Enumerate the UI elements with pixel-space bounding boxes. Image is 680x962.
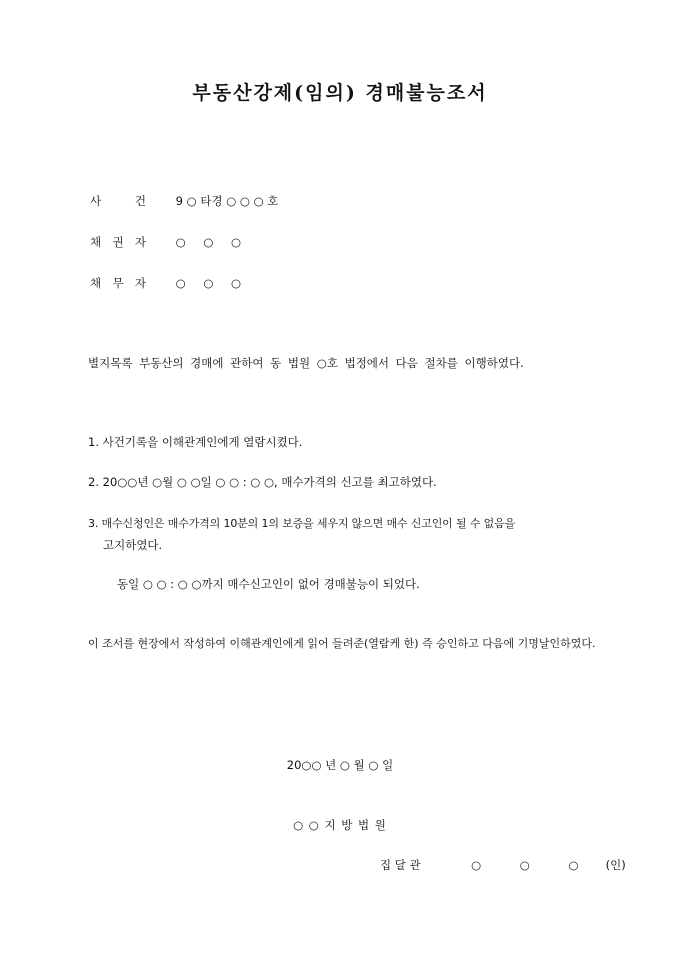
signature-name-char-2: ○ bbox=[519, 858, 530, 872]
procedure-item-2: 2. 20○○년 ○월 ○ ○일 ○ ○ : ○ ○, 매수가격의 신고를 최고하였다. bbox=[88, 475, 437, 489]
debtor-row bbox=[90, 275, 241, 291]
signature-name-char-1: ○ bbox=[471, 858, 482, 872]
case-row bbox=[90, 193, 278, 209]
case-label: 사 건 bbox=[90, 194, 146, 208]
debtor-name: ○ ○ ○ bbox=[175, 276, 242, 290]
debtor-label: 채 무 자 bbox=[90, 276, 146, 290]
signature-name-char-3: ○ bbox=[568, 858, 579, 872]
procedure-item-1: 1. 사건기록을 이해관계인에게 열람시켰다. bbox=[88, 435, 303, 449]
closing-paragraph: 이 조서를 현장에서 작성하여 이해관계인에게 읽어 들려준(열람케 한) 즉 승인하고 다음에 기명날인하였다. bbox=[88, 637, 596, 650]
creditor-name: ○ ○ ○ bbox=[175, 235, 242, 249]
result-paragraph: 동일 ○ ○ : ○ ○까지 매수신고인이 없어 경매불능이 되었다. bbox=[117, 577, 420, 591]
creditor-label: 채 권 자 bbox=[90, 235, 146, 249]
court-name: ○ ○ 지 방 법 원 bbox=[293, 818, 387, 832]
creditor-row bbox=[90, 234, 241, 250]
intro-paragraph: 별지목록 부동산의 경매에 관하여 동 법원 ○호 법정에서 다음 절차를 이행하였다. bbox=[88, 356, 524, 370]
signature-line bbox=[380, 857, 626, 873]
signature-role: 집 달 관 bbox=[380, 858, 421, 872]
procedure-item-3-continued: 고지하였다. bbox=[103, 538, 163, 552]
case-number: 9 ○ 타경 ○ ○ ○ 호 bbox=[175, 194, 279, 208]
procedure-item-3: 3. 매수신청인은 매수가격의 10분의 1의 보증을 세우지 않으면 매수 신고인이 될 수 없음을 bbox=[88, 517, 516, 530]
seal-mark: (인) bbox=[605, 858, 626, 872]
document-title: 부동산강제(임의) 경매불능조서 bbox=[192, 82, 488, 104]
document-date: 20○○ 년 ○ 월 ○ 일 bbox=[286, 758, 394, 772]
